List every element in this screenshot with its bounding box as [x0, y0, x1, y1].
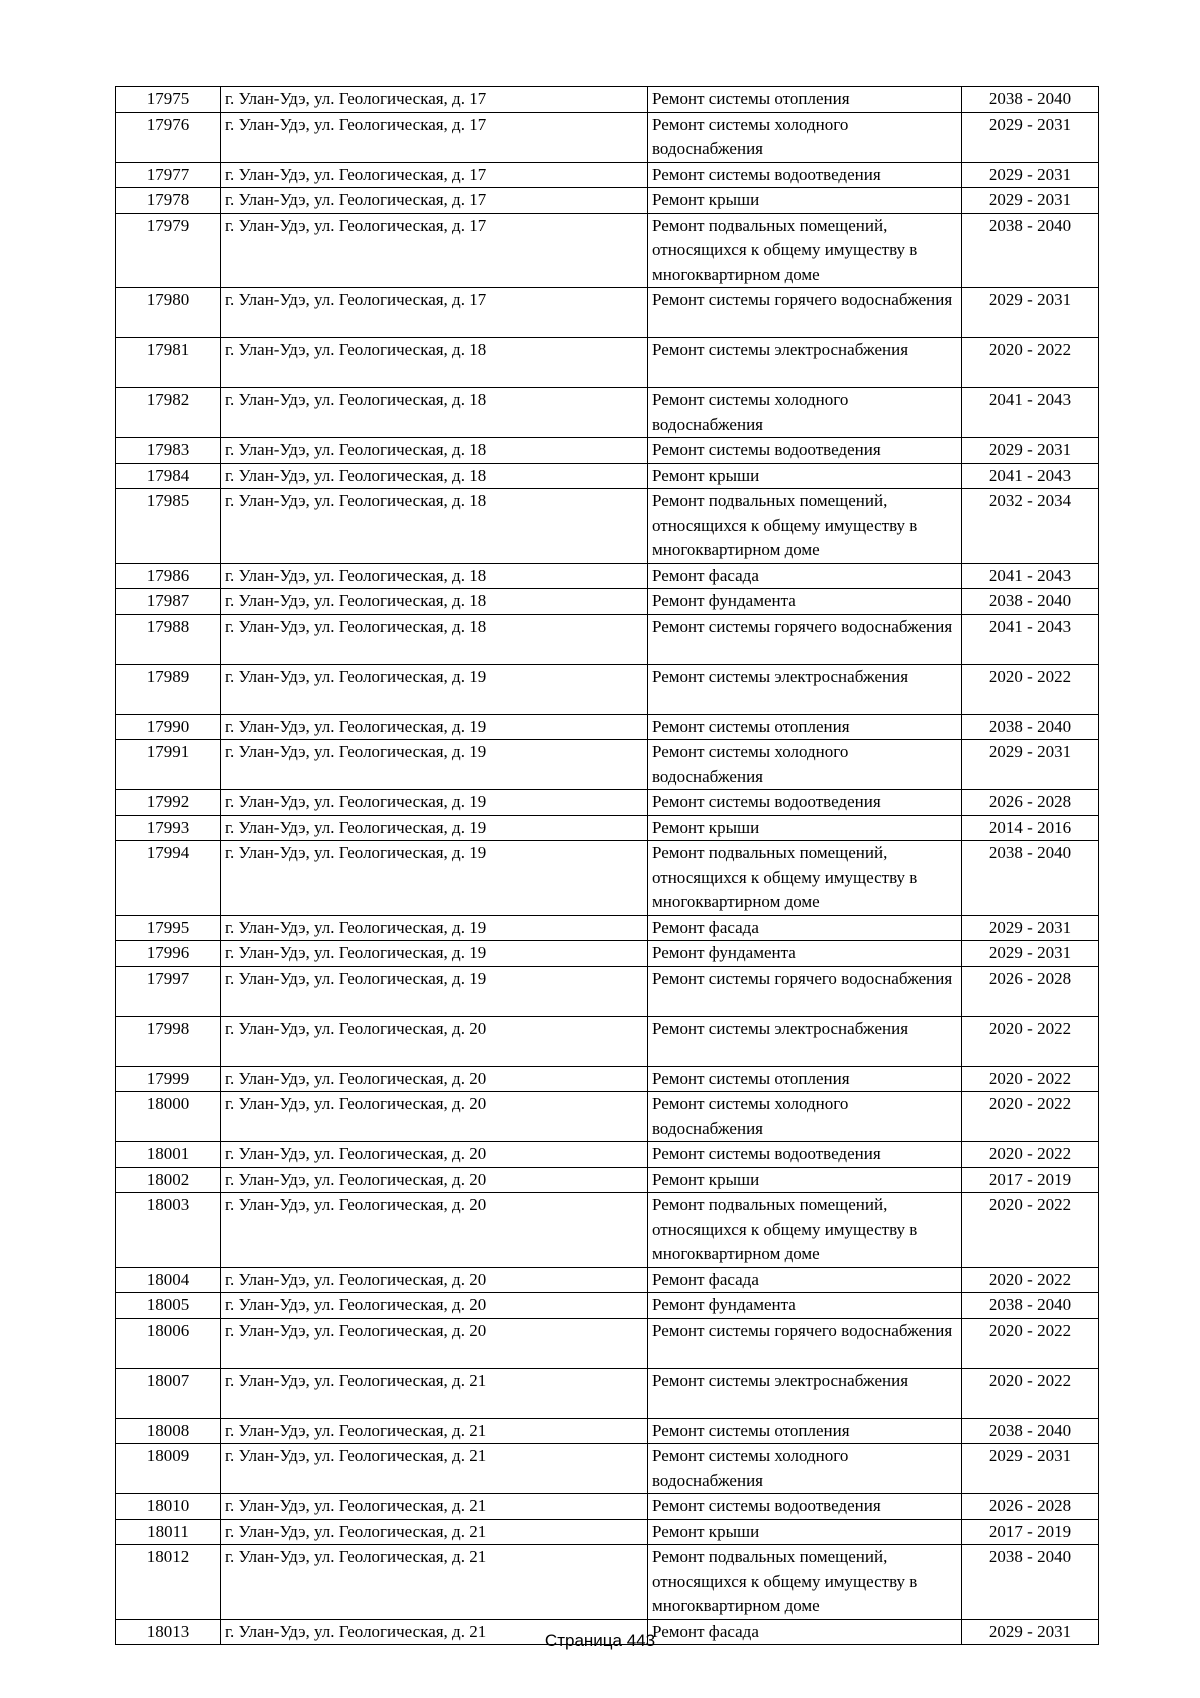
row-work-type: Ремонт системы горячего водоснабжения — [648, 1318, 962, 1368]
row-number: 18004 — [116, 1267, 221, 1293]
row-work-type: Ремонт системы электроснабжения — [648, 1016, 962, 1066]
row-number: 18001 — [116, 1142, 221, 1168]
row-period: 2038 - 2040 — [962, 589, 1099, 615]
row-address: г. Улан-Удэ, ул. Геологическая, д. 19 — [221, 966, 648, 1016]
row-address: г. Улан-Удэ, ул. Геологическая, д. 18 — [221, 463, 648, 489]
row-period: 2038 - 2040 — [962, 1545, 1099, 1620]
row-work-type: Ремонт подвальных помещений, относящихся к общему имуществу в многоквартирном доме — [648, 489, 962, 564]
row-work-type: Ремонт системы холодного водоснабжения — [648, 388, 962, 438]
row-address: г. Улан-Удэ, ул. Геологическая, д. 18 — [221, 338, 648, 388]
table-row — [116, 1444, 1099, 1494]
row-number: 17987 — [116, 589, 221, 615]
table-row — [116, 1368, 1099, 1418]
row-work-type: Ремонт фундамента — [648, 1293, 962, 1319]
row-address: г. Улан-Удэ, ул. Геологическая, д. 21 — [221, 1545, 648, 1620]
table-row — [116, 614, 1099, 664]
table-row — [116, 740, 1099, 790]
row-number: 18011 — [116, 1519, 221, 1545]
row-address: г. Улан-Удэ, ул. Геологическая, д. 18 — [221, 563, 648, 589]
table-row — [116, 338, 1099, 388]
row-period: 2029 - 2031 — [962, 915, 1099, 941]
row-number: 17981 — [116, 338, 221, 388]
row-work-type: Ремонт системы отопления — [648, 1066, 962, 1092]
row-number: 17985 — [116, 489, 221, 564]
row-work-type: Ремонт системы водоотведения — [648, 1494, 962, 1520]
row-number: 17980 — [116, 288, 221, 338]
row-number: 18002 — [116, 1167, 221, 1193]
table-row — [116, 162, 1099, 188]
row-number: 17992 — [116, 790, 221, 816]
row-work-type: Ремонт фасада — [648, 1267, 962, 1293]
row-period: 2038 - 2040 — [962, 1418, 1099, 1444]
row-address: г. Улан-Удэ, ул. Геологическая, д. 21 — [221, 1494, 648, 1520]
row-period: 2038 - 2040 — [962, 714, 1099, 740]
row-work-type: Ремонт системы горячего водоснабжения — [648, 288, 962, 338]
row-period: 2020 - 2022 — [962, 1368, 1099, 1418]
row-work-type: Ремонт подвальных помещений, относящихся к общему имуществу в многоквартирном доме — [648, 1193, 962, 1268]
row-number: 18003 — [116, 1193, 221, 1268]
row-address: г. Улан-Удэ, ул. Геологическая, д. 20 — [221, 1267, 648, 1293]
row-address: г. Улан-Удэ, ул. Геологическая, д. 21 — [221, 1444, 648, 1494]
row-period: 2020 - 2022 — [962, 1193, 1099, 1268]
row-address: г. Улан-Удэ, ул. Геологическая, д. 18 — [221, 388, 648, 438]
row-number: 17976 — [116, 112, 221, 162]
row-work-type: Ремонт крыши — [648, 1167, 962, 1193]
row-number: 18009 — [116, 1444, 221, 1494]
row-address: г. Улан-Удэ, ул. Геологическая, д. 20 — [221, 1066, 648, 1092]
row-work-type: Ремонт крыши — [648, 188, 962, 214]
table-row — [116, 388, 1099, 438]
row-period: 2038 - 2040 — [962, 841, 1099, 916]
row-number: 17998 — [116, 1016, 221, 1066]
table-row — [116, 1494, 1099, 1520]
row-address: г. Улан-Удэ, ул. Геологическая, д. 21 — [221, 1619, 648, 1645]
table-row — [116, 790, 1099, 816]
row-period: 2020 - 2022 — [962, 338, 1099, 388]
row-address: г. Улан-Удэ, ул. Геологическая, д. 21 — [221, 1418, 648, 1444]
row-number: 17983 — [116, 438, 221, 464]
row-period: 2029 - 2031 — [962, 941, 1099, 967]
row-address: г. Улан-Удэ, ул. Геологическая, д. 20 — [221, 1293, 648, 1319]
table-row — [116, 1293, 1099, 1319]
row-work-type: Ремонт фундамента — [648, 941, 962, 967]
row-work-type: Ремонт системы холодного водоснабжения — [648, 1092, 962, 1142]
row-period: 2032 - 2034 — [962, 489, 1099, 564]
row-address: г. Улан-Удэ, ул. Геологическая, д. 17 — [221, 188, 648, 214]
row-work-type: Ремонт фасада — [648, 563, 962, 589]
row-address: г. Улан-Удэ, ул. Геологическая, д. 18 — [221, 614, 648, 664]
row-period: 2029 - 2031 — [962, 162, 1099, 188]
row-period: 2041 - 2043 — [962, 463, 1099, 489]
table-row — [116, 1545, 1099, 1620]
row-address: г. Улан-Удэ, ул. Геологическая, д. 17 — [221, 288, 648, 338]
row-number: 17996 — [116, 941, 221, 967]
row-address: г. Улан-Удэ, ул. Геологическая, д. 17 — [221, 112, 648, 162]
row-period: 2041 - 2043 — [962, 388, 1099, 438]
row-number: 17989 — [116, 664, 221, 714]
table-row — [116, 941, 1099, 967]
row-number: 17994 — [116, 841, 221, 916]
row-number: 17984 — [116, 463, 221, 489]
row-work-type: Ремонт системы отопления — [648, 1418, 962, 1444]
table-row — [116, 815, 1099, 841]
table-row — [116, 1267, 1099, 1293]
row-work-type: Ремонт подвальных помещений, относящихся к общему имуществу в многоквартирном доме — [648, 213, 962, 288]
row-address: г. Улан-Удэ, ул. Геологическая, д. 19 — [221, 664, 648, 714]
table-row — [116, 438, 1099, 464]
row-number: 17975 — [116, 87, 221, 113]
row-period: 2026 - 2028 — [962, 1494, 1099, 1520]
row-number: 18005 — [116, 1293, 221, 1319]
table-row — [116, 714, 1099, 740]
row-work-type: Ремонт подвальных помещений, относящихся к общему имуществу в многоквартирном доме — [648, 841, 962, 916]
row-period: 2029 - 2031 — [962, 112, 1099, 162]
table-row — [116, 966, 1099, 1016]
row-work-type: Ремонт крыши — [648, 1519, 962, 1545]
row-number: 18012 — [116, 1545, 221, 1620]
row-number: 17997 — [116, 966, 221, 1016]
row-number: 17995 — [116, 915, 221, 941]
row-address: г. Улан-Удэ, ул. Геологическая, д. 18 — [221, 438, 648, 464]
row-number: 17986 — [116, 563, 221, 589]
row-number: 17999 — [116, 1066, 221, 1092]
row-period: 2029 - 2031 — [962, 1619, 1099, 1645]
table-row — [116, 563, 1099, 589]
row-work-type: Ремонт системы водоотведения — [648, 162, 962, 188]
row-number: 18006 — [116, 1318, 221, 1368]
row-period: 2017 - 2019 — [962, 1167, 1099, 1193]
table-row — [116, 1142, 1099, 1168]
row-period: 2017 - 2019 — [962, 1519, 1099, 1545]
row-address: г. Улан-Удэ, ул. Геологическая, д. 19 — [221, 841, 648, 916]
row-work-type: Ремонт системы электроснабжения — [648, 664, 962, 714]
row-address: г. Улан-Удэ, ул. Геологическая, д. 19 — [221, 941, 648, 967]
row-work-type: Ремонт системы холодного водоснабжения — [648, 112, 962, 162]
row-work-type: Ремонт системы отопления — [648, 714, 962, 740]
table-row — [116, 463, 1099, 489]
row-work-type: Ремонт фасада — [648, 915, 962, 941]
row-work-type: Ремонт подвальных помещений, относящихся к общему имуществу в многоквартирном доме — [648, 1545, 962, 1620]
row-address: г. Улан-Удэ, ул. Геологическая, д. 18 — [221, 589, 648, 615]
row-period: 2020 - 2022 — [962, 1092, 1099, 1142]
table-row — [116, 188, 1099, 214]
row-period: 2041 - 2043 — [962, 563, 1099, 589]
row-work-type: Ремонт системы водоотведения — [648, 438, 962, 464]
row-number: 17990 — [116, 714, 221, 740]
row-period: 2020 - 2022 — [962, 1267, 1099, 1293]
row-work-type: Ремонт системы холодного водоснабжения — [648, 740, 962, 790]
table-row — [116, 87, 1099, 113]
table-row — [116, 1092, 1099, 1142]
row-address: г. Улан-Удэ, ул. Геологическая, д. 19 — [221, 815, 648, 841]
row-work-type: Ремонт системы горячего водоснабжения — [648, 966, 962, 1016]
row-number: 17988 — [116, 614, 221, 664]
row-work-type: Ремонт системы водоотведения — [648, 790, 962, 816]
row-number: 18010 — [116, 1494, 221, 1520]
row-period: 2038 - 2040 — [962, 87, 1099, 113]
row-work-type: Ремонт системы электроснабжения — [648, 338, 962, 388]
row-address: г. Улан-Удэ, ул. Геологическая, д. 20 — [221, 1092, 648, 1142]
row-period: 2038 - 2040 — [962, 213, 1099, 288]
row-address: г. Улан-Удэ, ул. Геологическая, д. 19 — [221, 740, 648, 790]
row-address: г. Улан-Удэ, ул. Геологическая, д. 20 — [221, 1016, 648, 1066]
table-row — [116, 1418, 1099, 1444]
row-period: 2020 - 2022 — [962, 1142, 1099, 1168]
row-period: 2014 - 2016 — [962, 815, 1099, 841]
row-work-type: Ремонт фасада — [648, 1619, 962, 1645]
row-number: 17991 — [116, 740, 221, 790]
row-address: г. Улан-Удэ, ул. Геологическая, д. 20 — [221, 1167, 648, 1193]
table-row — [116, 841, 1099, 916]
row-period: 2029 - 2031 — [962, 188, 1099, 214]
table-row — [116, 213, 1099, 288]
row-number: 18013 — [116, 1619, 221, 1645]
row-work-type: Ремонт системы водоотведения — [648, 1142, 962, 1168]
table-body — [116, 87, 1099, 1645]
table-row — [116, 1167, 1099, 1193]
row-period: 2029 - 2031 — [962, 438, 1099, 464]
row-address: г. Улан-Удэ, ул. Геологическая, д. 21 — [221, 1368, 648, 1418]
row-number: 17979 — [116, 213, 221, 288]
row-address: г. Улан-Удэ, ул. Геологическая, д. 20 — [221, 1318, 648, 1368]
row-address: г. Улан-Удэ, ул. Геологическая, д. 19 — [221, 915, 648, 941]
row-address: г. Улан-Удэ, ул. Геологическая, д. 18 — [221, 489, 648, 564]
row-address: г. Улан-Удэ, ул. Геологическая, д. 17 — [221, 162, 648, 188]
row-number: 18007 — [116, 1368, 221, 1418]
table-row — [116, 1193, 1099, 1268]
table-row — [116, 1519, 1099, 1545]
row-number: 18008 — [116, 1418, 221, 1444]
table-row — [116, 489, 1099, 564]
row-number: 17982 — [116, 388, 221, 438]
row-work-type: Ремонт системы горячего водоснабжения — [648, 614, 962, 664]
row-work-type: Ремонт фундамента — [648, 589, 962, 615]
row-period: 2026 - 2028 — [962, 966, 1099, 1016]
row-address: г. Улан-Удэ, ул. Геологическая, д. 20 — [221, 1142, 648, 1168]
row-number: 17977 — [116, 162, 221, 188]
row-period: 2029 - 2031 — [962, 288, 1099, 338]
row-work-type: Ремонт крыши — [648, 815, 962, 841]
table-row — [116, 664, 1099, 714]
row-work-type: Ремонт системы электроснабжения — [648, 1368, 962, 1418]
row-period: 2020 - 2022 — [962, 664, 1099, 714]
table-row — [116, 1016, 1099, 1066]
row-work-type: Ремонт системы отопления — [648, 87, 962, 113]
row-address: г. Улан-Удэ, ул. Геологическая, д. 19 — [221, 790, 648, 816]
row-address: г. Улан-Удэ, ул. Геологическая, д. 21 — [221, 1519, 648, 1545]
table-row — [116, 1318, 1099, 1368]
works-table — [115, 86, 1099, 1645]
row-address: г. Улан-Удэ, ул. Геологическая, д. 19 — [221, 714, 648, 740]
row-period: 2020 - 2022 — [962, 1016, 1099, 1066]
page-number: Страница 443 — [544, 1631, 656, 1650]
row-number: 18000 — [116, 1092, 221, 1142]
row-period: 2038 - 2040 — [962, 1293, 1099, 1319]
table-row — [116, 1066, 1099, 1092]
row-work-type: Ремонт системы холодного водоснабжения — [648, 1444, 962, 1494]
row-number: 17993 — [116, 815, 221, 841]
row-address: г. Улан-Удэ, ул. Геологическая, д. 17 — [221, 213, 648, 288]
row-address: г. Улан-Удэ, ул. Геологическая, д. 20 — [221, 1193, 648, 1268]
row-period: 2020 - 2022 — [962, 1318, 1099, 1368]
table-row — [116, 288, 1099, 338]
row-period: 2026 - 2028 — [962, 790, 1099, 816]
table-row — [116, 915, 1099, 941]
row-period: 2029 - 2031 — [962, 740, 1099, 790]
table-row — [116, 589, 1099, 615]
row-work-type: Ремонт крыши — [648, 463, 962, 489]
row-period: 2041 - 2043 — [962, 614, 1099, 664]
row-period: 2029 - 2031 — [962, 1444, 1099, 1494]
row-address: г. Улан-Удэ, ул. Геологическая, д. 17 — [221, 87, 648, 113]
row-period: 2020 - 2022 — [962, 1066, 1099, 1092]
row-number: 17978 — [116, 188, 221, 214]
table-row — [116, 112, 1099, 162]
